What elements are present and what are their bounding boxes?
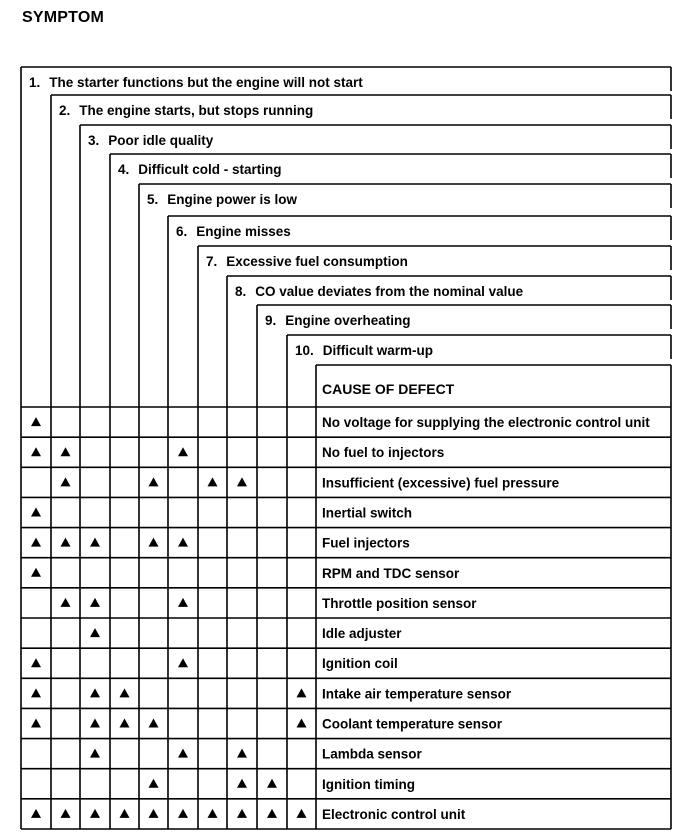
triangle-mark-icon [90, 598, 100, 607]
triangle-mark-icon [237, 779, 247, 788]
cause-row [31, 415, 650, 430]
cause-row [31, 445, 444, 460]
cause-label: Ignition timing [322, 776, 415, 792]
triangle-mark-icon [90, 719, 100, 728]
symptom-number: 4. [118, 162, 130, 177]
symptom-number: 1. [29, 75, 41, 90]
cause-label: No fuel to injectors [322, 445, 445, 461]
symptom-label-9 [265, 313, 411, 328]
triangle-mark-icon [178, 658, 188, 667]
triangle-mark-icon [149, 779, 159, 788]
triangle-mark-icon [297, 719, 307, 728]
cause-label: RPM and TDC sensor [322, 565, 460, 581]
triangle-mark-icon [297, 688, 307, 697]
symptom-text: The starter functions but the engine will not start [49, 75, 363, 90]
cause-label: No voltage for supplying the electronic control unit [322, 415, 650, 431]
triangle-mark-icon [90, 628, 100, 637]
triangle-mark-icon [149, 538, 159, 547]
cause-label: Coolant temperature sensor [322, 716, 503, 732]
triangle-mark-icon [149, 809, 159, 818]
triangle-mark-icon [237, 809, 247, 818]
symptom-number: 2. [59, 103, 71, 118]
triangle-mark-icon [61, 447, 71, 456]
symptom-text: Engine misses [196, 224, 291, 239]
triangle-mark-icon [208, 809, 218, 818]
triangle-mark-icon [61, 809, 71, 818]
symptom-label-2 [59, 103, 313, 118]
symptom-number: 8. [235, 284, 247, 299]
symptom-label-7 [206, 254, 408, 269]
cause-label: Lambda sensor [322, 746, 422, 762]
cause-row [149, 777, 415, 792]
triangle-mark-icon [90, 538, 100, 547]
cause-label: Ignition coil [322, 656, 398, 672]
cause-row [31, 656, 398, 671]
triangle-mark-icon [90, 749, 100, 758]
symptom-text: The engine starts, but stops running [79, 103, 314, 118]
cause-row [61, 475, 560, 490]
triangle-mark-icon [178, 809, 188, 818]
cause-row [31, 717, 503, 732]
cause-label: Throttle position sensor [322, 595, 477, 611]
cause-of-defect-header: CAUSE OF DEFECT [322, 381, 455, 397]
symptom-label-6 [176, 224, 291, 239]
cause-label: Intake air temperature sensor [322, 686, 512, 702]
symptom-number: 3. [88, 133, 100, 148]
symptom-label-5 [147, 192, 298, 207]
triangle-mark-icon [90, 688, 100, 697]
cause-row [31, 566, 460, 581]
triangle-mark-icon [178, 447, 188, 456]
triangle-mark-icon [31, 719, 41, 728]
triangle-mark-icon [120, 719, 130, 728]
triangle-mark-icon [90, 809, 100, 818]
triangle-mark-icon [208, 477, 218, 486]
symptom-text: Difficult cold - starting [138, 162, 282, 177]
triangle-mark-icon [31, 417, 41, 426]
triangle-mark-icon [178, 538, 188, 547]
triangle-mark-icon [178, 749, 188, 758]
triangle-mark-icon [61, 477, 71, 486]
symptom-number: 5. [147, 192, 159, 207]
symptom-text: Excessive fuel consumption [226, 254, 408, 269]
symptom-text: Poor idle quality [108, 133, 214, 148]
triangle-mark-icon [120, 688, 130, 697]
cause-label: Electronic control unit [322, 806, 466, 822]
symptom-label-4 [118, 162, 282, 177]
symptom-number: 10. [295, 343, 314, 358]
cause-label: Fuel injectors [322, 535, 410, 551]
symptom-number: 6. [176, 224, 188, 239]
symptom-number: 7. [206, 254, 218, 269]
symptom-text: Engine power is low [167, 192, 298, 207]
triangle-mark-icon [149, 477, 159, 486]
triangle-mark-icon [31, 688, 41, 697]
triangle-mark-icon [297, 809, 307, 818]
cause-row [31, 686, 512, 701]
cause-row [31, 807, 466, 822]
page-title: SYMPTOM [22, 9, 105, 26]
symptom-text: CO value deviates from the nominal value [255, 284, 524, 299]
triangle-mark-icon [267, 779, 277, 788]
triangle-mark-icon [149, 719, 159, 728]
symptom-text: Difficult warm-up [322, 343, 434, 358]
triangle-mark-icon [31, 447, 41, 456]
triangle-mark-icon [31, 658, 41, 667]
symptom-label-3 [88, 133, 214, 148]
cause-label: Idle adjuster [322, 626, 402, 642]
triangle-mark-icon [61, 598, 71, 607]
triangle-mark-icon [31, 809, 41, 818]
cause-row [61, 596, 478, 611]
cause-row [31, 536, 410, 551]
triangle-mark-icon [267, 809, 277, 818]
triangle-mark-icon [120, 809, 130, 818]
triangle-mark-icon [178, 598, 188, 607]
triangle-mark-icon [61, 538, 71, 547]
symptom-number: 9. [265, 313, 277, 328]
symptom-label-10 [295, 343, 433, 358]
triangle-mark-icon [31, 538, 41, 547]
cause-row [90, 626, 402, 641]
triangle-mark-icon [237, 749, 247, 758]
triangle-mark-icon [31, 568, 41, 577]
triangle-mark-icon [237, 477, 247, 486]
cause-row [31, 506, 412, 521]
symptom-label-8 [235, 284, 524, 299]
cause-label: Insufficient (excessive) fuel pressure [322, 475, 560, 491]
symptom-text: Engine overheating [285, 313, 411, 328]
symptom-label-1 [29, 75, 363, 90]
cause-label: Inertial switch [322, 505, 413, 521]
triangle-mark-icon [31, 508, 41, 517]
